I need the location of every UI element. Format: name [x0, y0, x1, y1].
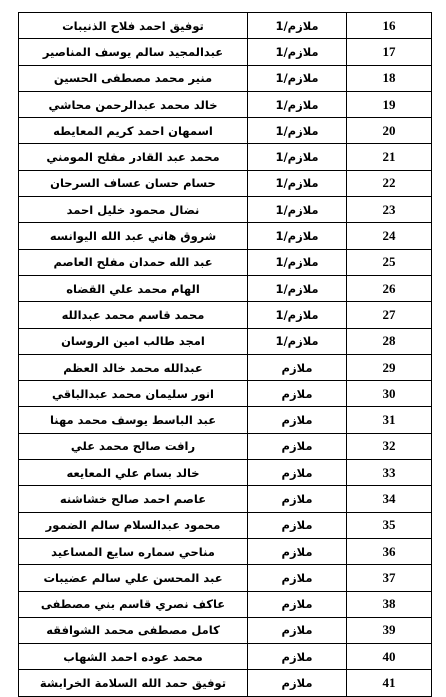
officer-name-cell: محمد قاسم محمد عبدالله: [19, 302, 248, 328]
rank-cell: ملازم/1: [248, 144, 347, 170]
officer-name-cell: مناحي سماره سايع المساعيد: [19, 538, 248, 564]
serial-number-cell: 27: [347, 302, 432, 328]
serial-number-cell: 17: [347, 39, 432, 65]
rank-cell: ملازم: [248, 433, 347, 459]
serial-number-cell: 36: [347, 538, 432, 564]
rank-cell: ملازم/1: [248, 275, 347, 301]
officer-name-cell: عبدالله محمد خالد العظم: [19, 354, 248, 380]
serial-number-cell: 21: [347, 144, 432, 170]
serial-number-cell: 38: [347, 591, 432, 617]
serial-number-cell: 22: [347, 170, 432, 196]
officer-name-cell: محمد عوده احمد الشهاب: [19, 644, 248, 670]
table-row: [19, 512, 432, 538]
serial-number-cell: 41: [347, 670, 432, 696]
officer-name-cell: توفيق احمد فلاح الذنيبات: [19, 13, 248, 39]
table-row: [19, 644, 432, 670]
rank-cell: ملازم: [248, 512, 347, 538]
table-row: [19, 170, 432, 196]
table-row: [19, 223, 432, 249]
rank-cell: ملازم/1: [248, 223, 347, 249]
officer-name-cell: اسمهان احمد كريم المعايطه: [19, 118, 248, 144]
roster-table: [18, 12, 432, 697]
table-row: [19, 65, 432, 91]
officer-name-cell: كامل مصطفى محمد الشوافقه: [19, 617, 248, 643]
rank-cell: ملازم: [248, 381, 347, 407]
serial-number-cell: 28: [347, 328, 432, 354]
officer-name-cell: عبد المحسن علي سالم عضيبات: [19, 565, 248, 591]
officer-name-cell: عبدالمجيد سالم يوسف المناصير: [19, 39, 248, 65]
serial-number-cell: 34: [347, 486, 432, 512]
rank-cell: ملازم: [248, 460, 347, 486]
rank-cell: ملازم/1: [248, 170, 347, 196]
roster-table-body: [19, 13, 432, 697]
table-row: [19, 670, 432, 696]
table-row: [19, 433, 432, 459]
serial-number-cell: 16: [347, 13, 432, 39]
table-row: [19, 275, 432, 301]
serial-number-cell: 20: [347, 118, 432, 144]
officer-name-cell: انور سليمان محمد عبدالباقي: [19, 381, 248, 407]
officer-name-cell: عبد الله حمدان مفلح العاصم: [19, 249, 248, 275]
officer-name-cell: توفيق حمد الله السلامة الخرابشة: [19, 670, 248, 696]
rank-cell: ملازم: [248, 407, 347, 433]
officer-name-cell: محمود عبدالسلام سالم الضمور: [19, 512, 248, 538]
table-row: [19, 249, 432, 275]
table-row: [19, 617, 432, 643]
serial-number-cell: 37: [347, 565, 432, 591]
serial-number-cell: 35: [347, 512, 432, 538]
rank-cell: ملازم: [248, 538, 347, 564]
rank-cell: ملازم/1: [248, 65, 347, 91]
officer-name-cell: عبد الباسط يوسف محمد مهنا: [19, 407, 248, 433]
rank-cell: ملازم: [248, 670, 347, 696]
officer-name-cell: منير محمد مصطفى الحسين: [19, 65, 248, 91]
serial-number-cell: 29: [347, 354, 432, 380]
rank-cell: ملازم: [248, 486, 347, 512]
officer-name-cell: عاكف نصري قاسم بني مصطفى: [19, 591, 248, 617]
rank-cell: ملازم/1: [248, 39, 347, 65]
table-row: [19, 39, 432, 65]
table-row: [19, 381, 432, 407]
table-row: [19, 118, 432, 144]
serial-number-cell: 23: [347, 197, 432, 223]
table-row: [19, 197, 432, 223]
serial-number-cell: 33: [347, 460, 432, 486]
serial-number-cell: 19: [347, 91, 432, 117]
table-row: [19, 538, 432, 564]
rank-cell: ملازم: [248, 565, 347, 591]
serial-number-cell: 39: [347, 617, 432, 643]
table-row: [19, 144, 432, 170]
serial-number-cell: 24: [347, 223, 432, 249]
rank-cell: ملازم/1: [248, 249, 347, 275]
rank-cell: ملازم: [248, 354, 347, 380]
table-row: [19, 13, 432, 39]
rank-cell: ملازم: [248, 617, 347, 643]
rank-cell: ملازم/1: [248, 302, 347, 328]
rank-cell: ملازم: [248, 644, 347, 670]
officer-name-cell: حسام حسان عساف السرحان: [19, 170, 248, 196]
table-row: [19, 302, 432, 328]
serial-number-cell: 40: [347, 644, 432, 670]
officer-name-cell: الهام محمد علي القضاه: [19, 275, 248, 301]
officer-name-cell: خالد بسام علي المعايعه: [19, 460, 248, 486]
officer-name-cell: نضال محمود خليل احمد: [19, 197, 248, 223]
table-row: [19, 460, 432, 486]
table-row: [19, 486, 432, 512]
rank-cell: ملازم/1: [248, 13, 347, 39]
serial-number-cell: 32: [347, 433, 432, 459]
rank-cell: ملازم: [248, 591, 347, 617]
table-row: [19, 565, 432, 591]
table-row: [19, 91, 432, 117]
officer-name-cell: عاصم احمد صالح خشاشنه: [19, 486, 248, 512]
rank-cell: ملازم/1: [248, 328, 347, 354]
rank-cell: ملازم/1: [248, 118, 347, 144]
table-row: [19, 354, 432, 380]
officer-name-cell: امجد طالب امين الروسان: [19, 328, 248, 354]
table-row: [19, 328, 432, 354]
serial-number-cell: 26: [347, 275, 432, 301]
rank-cell: ملازم/1: [248, 197, 347, 223]
serial-number-cell: 18: [347, 65, 432, 91]
serial-number-cell: 31: [347, 407, 432, 433]
officer-name-cell: شروق هاني عبد الله اليوانسه: [19, 223, 248, 249]
rank-cell: ملازم/1: [248, 91, 347, 117]
table-row: [19, 407, 432, 433]
serial-number-cell: 25: [347, 249, 432, 275]
serial-number-cell: 30: [347, 381, 432, 407]
roster-sheet: [18, 12, 431, 697]
table-row: [19, 591, 432, 617]
officer-name-cell: محمد عبد القادر مفلح المومني: [19, 144, 248, 170]
officer-name-cell: خالد محمد عبدالرحمن محاشي: [19, 91, 248, 117]
officer-name-cell: رافت صالح محمد علي: [19, 433, 248, 459]
